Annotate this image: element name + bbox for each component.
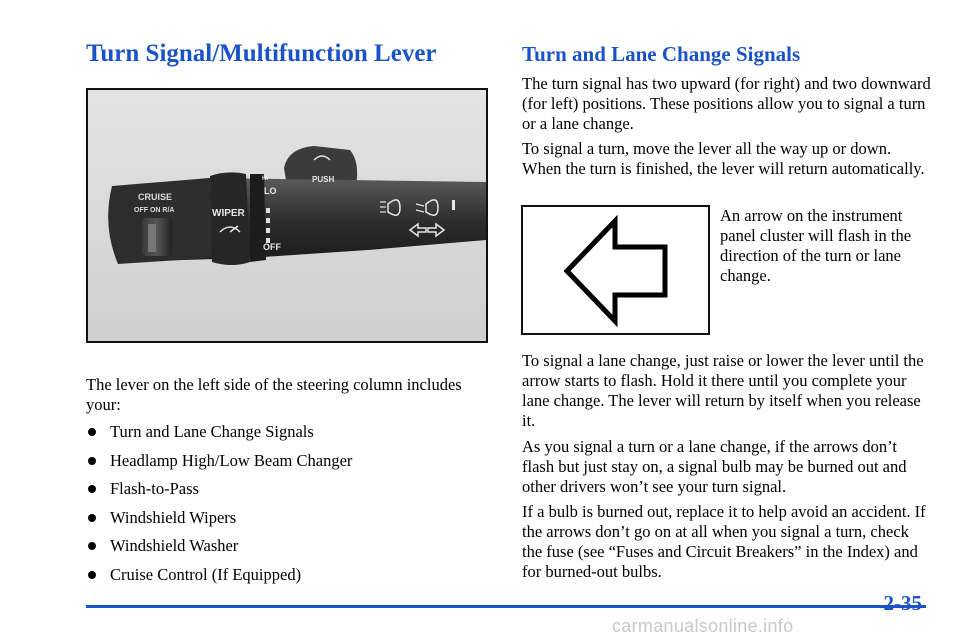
label-cruise-positions: OFF ON R/A xyxy=(134,207,175,214)
signal-turn-text: To signal a turn, move the lever all the way up or down. When the turn is finished, the lever will return automatically. xyxy=(522,139,925,178)
label-off: OFF xyxy=(263,242,281,252)
list-item-label: Windshield Wipers xyxy=(110,507,237,527)
lane-change-text: To signal a lane change, just raise or lower the lever until the arrow starts to flash. Hold it there until you complete your lane change. The lever will return by itself when you release it. xyxy=(522,351,924,430)
arrows-stay-on-text: As you signal a turn or a lane change, if the arrows don’t flash but just stay on, a signal bulb may be burned out and other drivers won’t see your turn signal. xyxy=(522,437,907,496)
list-item-label: Windshield Washer xyxy=(110,536,239,555)
list-item xyxy=(86,508,352,537)
bullet-icon xyxy=(88,485,96,493)
list-item xyxy=(86,479,352,508)
label-lo: LO xyxy=(264,186,277,196)
section-heading: Turn Signal/Multifunction Lever xyxy=(86,40,437,67)
bullet-icon xyxy=(88,514,96,522)
subsection-heading: Turn and Lane Change Signals xyxy=(522,42,801,66)
burned-out-bulb-text: If a bulb is burned out, replace it to help avoid an accident. If the arrows don’t go on at all when you signal a turn, check the fuse (see “Fuses and Circuit Breakers” in the Index) and for burned-out bulbs. xyxy=(522,502,926,581)
arrow-caption: An arrow on the instrument panel cluster will flash in the direction of the turn or lane change. xyxy=(720,206,912,285)
list-item xyxy=(86,422,352,451)
bullet-icon xyxy=(88,457,96,465)
list-item xyxy=(86,536,352,565)
label-hi: HI xyxy=(262,176,268,182)
list-item xyxy=(86,565,352,594)
lever-intro-text: The lever on the left side of the steering column includes your: xyxy=(86,375,462,414)
left-arrow-icon xyxy=(523,207,708,333)
label-wiper: WIPER xyxy=(212,208,245,219)
bullet-icon xyxy=(88,542,96,550)
list-item-label: Flash-to-Pass xyxy=(110,479,199,498)
label-cruise: CRUISE xyxy=(138,192,173,202)
bullet-icon xyxy=(88,428,96,436)
label-push: PUSH xyxy=(312,175,335,184)
feature-list xyxy=(86,422,352,593)
turn-arrow-figure xyxy=(521,205,710,335)
footer-rule xyxy=(86,605,926,608)
turn-signal-positions-text: The turn signal has two upward (for right) and two downward (for left) positions. These positions allow you to signal a turn or a lane change. xyxy=(522,74,931,133)
list-item-label: Turn and Lane Change Signals xyxy=(110,422,314,441)
list-item xyxy=(86,451,352,480)
multifunction-lever-photo xyxy=(86,88,488,343)
list-item-label: Cruise Control (If Equipped) xyxy=(110,564,302,584)
bullet-icon xyxy=(88,571,96,579)
watermark: carmanualsonline.info xyxy=(612,616,794,636)
lever-illustration xyxy=(88,90,486,341)
page-number: 2-35 xyxy=(883,591,922,615)
list-item-label: Headlamp High/Low Beam Changer xyxy=(110,450,353,470)
